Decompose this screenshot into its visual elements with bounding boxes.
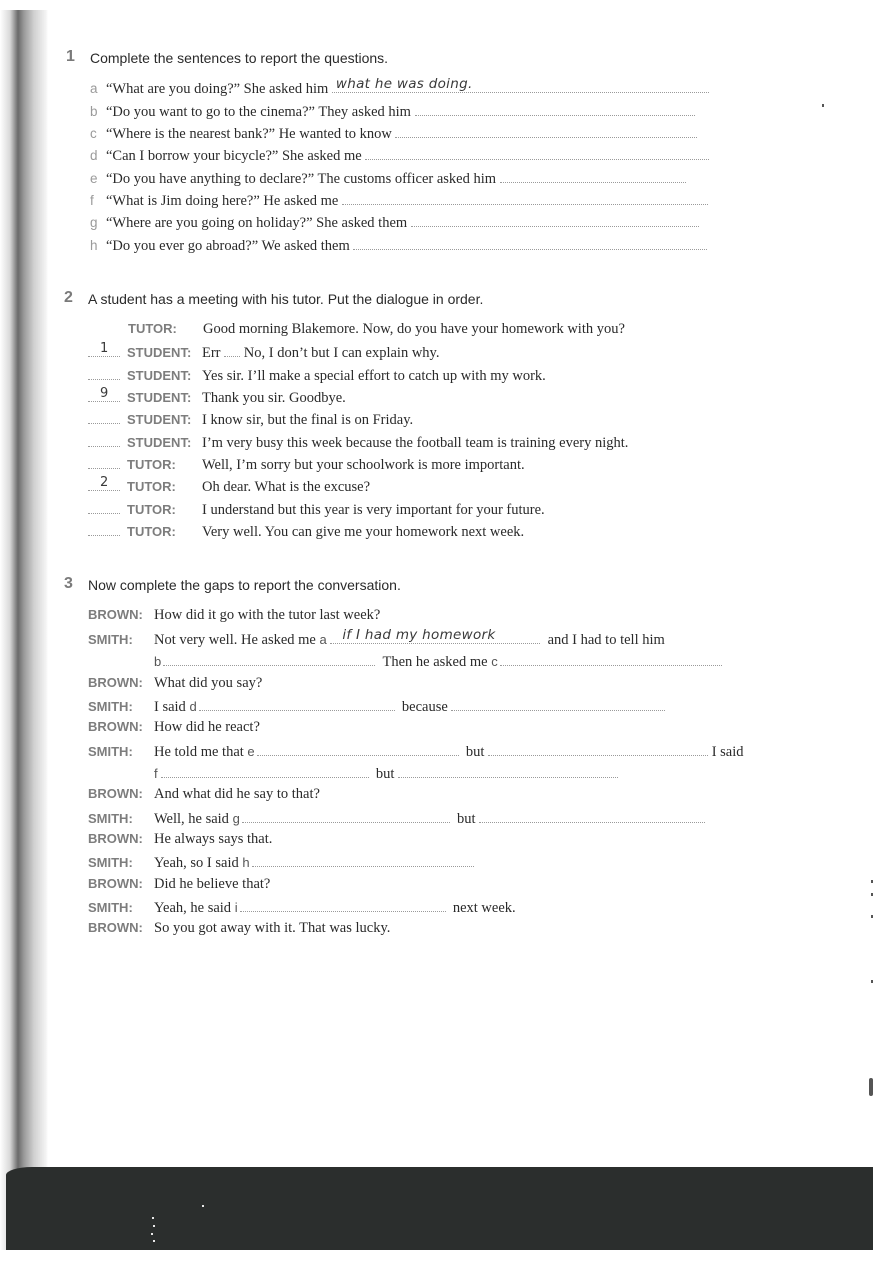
line-text: And what did he say to that? (154, 786, 320, 802)
line-text: Oh dear. What is the excuse? (202, 479, 371, 495)
speaker-label: SMITH: (88, 855, 133, 870)
gap-letter-h: h (242, 855, 250, 870)
scan-speck (871, 880, 873, 883)
gap-field-d[interactable] (199, 697, 395, 711)
scan-speck (871, 980, 873, 983)
dialogue-line-1 (128, 321, 625, 338)
item-prompt: “What are you doing?” She asked him (106, 81, 329, 97)
line-text: and I had to tell him (547, 632, 665, 648)
dialogue-line-8 (88, 477, 370, 496)
dialogue-line-6 (88, 433, 628, 452)
item-letter: a (90, 81, 98, 96)
conv-line-8 (88, 809, 705, 828)
handwritten-order: 1 (100, 341, 109, 356)
line-text: How did he react? (154, 719, 260, 735)
exercise-2-number: 2 (64, 289, 73, 306)
conv-line-6 (88, 742, 744, 761)
order-field[interactable] (88, 477, 120, 491)
ex1-item-b (90, 102, 695, 121)
item-prompt: “What is Jim doing here?” He asked me (106, 193, 339, 209)
gap-field-g2[interactable] (479, 809, 705, 823)
gap-field-g[interactable] (242, 809, 450, 823)
speaker-label: BROWN: (88, 920, 143, 935)
order-field[interactable] (88, 388, 120, 402)
line-text: but (465, 744, 485, 760)
speaker-label: TUTOR: (127, 502, 176, 517)
gap-field-h[interactable] (252, 853, 474, 867)
speaker-label: TUTOR: (127, 457, 176, 472)
speaker-label: STUDENT: (127, 412, 192, 427)
line-text: I’m very busy this week because the football team is training every night. (202, 435, 629, 451)
item-letter: d (90, 148, 98, 163)
conv-line-6-cont (154, 764, 618, 783)
speaker-label: STUDENT: (127, 435, 192, 450)
gap-letter-c: c (491, 654, 498, 669)
scan-speck (871, 893, 873, 896)
ex1-item-h (90, 236, 707, 255)
gap-field-b[interactable] (163, 652, 375, 666)
conv-line-4 (88, 697, 665, 716)
conv-line-2 (88, 627, 665, 649)
handwritten-order: 2 (100, 475, 109, 490)
line-text: Thank you sir. Goodbye. (202, 390, 346, 406)
gap-letter-g: g (232, 811, 240, 826)
item-prompt: “Where is the nearest bank?” He wanted to know (106, 126, 392, 142)
line-text: No, I don’t but I can explain why. (243, 345, 440, 361)
gap-field-a[interactable] (330, 627, 540, 644)
exercise-3-number: 3 (64, 575, 73, 592)
order-field[interactable] (88, 366, 120, 380)
scan-speck (153, 1225, 155, 1227)
ex1-item-e (90, 169, 686, 188)
answer-field-b[interactable] (415, 102, 695, 116)
line-text: How did it go with the tutor last week? (154, 607, 381, 623)
conv-line-10 (88, 853, 474, 872)
line-text: Very well. You can give me your homework next week. (202, 524, 525, 540)
gap-field-e[interactable] (257, 742, 459, 756)
order-field[interactable] (88, 455, 120, 469)
gap-letter-e: e (247, 744, 255, 759)
gap-field-d2[interactable] (451, 697, 665, 711)
exercise-1-title: Complete the sentences to report the questions. (90, 50, 389, 66)
order-field[interactable] (88, 410, 120, 424)
gap-field-c[interactable] (500, 652, 722, 666)
item-letter: g (90, 215, 98, 230)
line-text: I know sir, but the final is on Friday. (202, 412, 414, 428)
line-text: I understand but this year is very important for your future. (202, 502, 545, 518)
scan-speck (869, 1078, 873, 1096)
speaker-label: BROWN: (88, 786, 143, 801)
scan-speck (152, 1217, 154, 1219)
gap-field-f2[interactable] (398, 764, 618, 778)
item-letter: f (90, 193, 94, 208)
speaker-label: BROWN: (88, 831, 143, 846)
item-prompt: “Can I borrow your bicycle?” She asked me (106, 148, 362, 164)
conv-line-9 (88, 831, 272, 848)
line-text: but (457, 811, 476, 827)
speaker-label: BROWN: (88, 876, 143, 891)
dialogue-line-2 (88, 343, 439, 362)
exercise-2-title: A student has a meeting with his tutor. Put the dialogue in order. (88, 291, 484, 307)
speaker-label: TUTOR: (128, 321, 177, 336)
scan-speck (151, 1233, 153, 1235)
speaker-label: SMITH: (88, 811, 133, 826)
speaker-label: SMITH: (88, 699, 133, 714)
line-text: He told me that (154, 744, 244, 760)
dialogue-line-9 (88, 500, 545, 519)
speaker-label: BROWN: (88, 607, 143, 622)
conv-line-5 (88, 719, 260, 736)
answer-field-f[interactable] (342, 191, 708, 205)
ex1-item-c (90, 124, 697, 143)
handwritten-order: 9 (100, 386, 109, 401)
speaker-label: BROWN: (88, 719, 143, 734)
speaker-label: STUDENT: (127, 368, 192, 383)
conv-line-2-cont (154, 652, 722, 671)
page-top-edge (0, 0, 48, 10)
ellipsis (224, 345, 240, 357)
ex1-item-d (90, 146, 709, 165)
dialogue-line-10 (88, 522, 524, 541)
line-text: Not very well. He asked me (154, 632, 316, 648)
line-text: because (401, 699, 448, 715)
answer-field-e[interactable] (500, 169, 686, 183)
line-text-prefix: Err (202, 345, 221, 361)
exercise-3-title: Now complete the gaps to report the conversation. (88, 577, 401, 593)
answer-field-g[interactable] (411, 213, 699, 227)
speaker-label: SMITH: (88, 744, 133, 759)
scan-speck (822, 104, 824, 107)
line-text: Did he believe that? (154, 876, 271, 892)
line-text: Well, he said (154, 811, 229, 827)
ex1-item-g (90, 213, 699, 232)
gap-field-e2[interactable] (488, 742, 708, 756)
answer-field-h[interactable] (353, 236, 707, 250)
gap-field-i[interactable] (240, 898, 446, 912)
dialogue-line-7 (88, 455, 525, 474)
answer-field-a[interactable] (332, 76, 709, 93)
speaker-label: TUTOR: (127, 479, 176, 494)
line-text: next week. (452, 900, 516, 916)
speaker-label: STUDENT: (127, 345, 192, 360)
answer-field-d[interactable] (365, 146, 709, 160)
scan-speck (202, 1205, 204, 1207)
gap-letter-a: a (319, 632, 327, 647)
item-prompt: “Do you want to go to the cinema?” They asked him (106, 104, 411, 120)
ex1-item-f (90, 191, 708, 210)
line-text: but (375, 766, 395, 782)
handwritten-answer: if I had my homework (342, 627, 496, 643)
item-letter: b (90, 104, 98, 119)
page-bottom-margin (0, 1250, 893, 1264)
line-text: He always says that. (154, 831, 273, 847)
speaker-label: TUTOR: (127, 524, 176, 539)
item-prompt: “Do you ever go abroad?” We asked them (106, 238, 350, 254)
handwritten-answer: what he was doing. (335, 76, 473, 92)
speaker-label: SMITH: (88, 632, 133, 647)
line-text: What did you say? (154, 675, 263, 691)
conv-line-13 (88, 920, 390, 937)
speaker-label: BROWN: (88, 675, 143, 690)
dialogue-line-3 (88, 366, 546, 385)
line-text: Good morning Blakemore. Now, do you have your homework with you? (203, 321, 625, 337)
conv-line-12 (88, 898, 516, 917)
line-text: Then he asked me (382, 654, 488, 670)
item-letter: e (90, 171, 98, 186)
item-letter: h (90, 238, 98, 253)
line-text: Yes sir. I’ll make a special effort to catch up with my work. (202, 368, 546, 384)
exercise-1-number: 1 (66, 48, 75, 65)
line-text: Well, I’m sorry but your schoolwork is more important. (202, 457, 525, 473)
gap-letter-i: i (234, 900, 238, 915)
speaker-label: SMITH: (88, 900, 133, 915)
line-text: Yeah, he said (154, 900, 232, 916)
book-spine-shadow (0, 0, 48, 1264)
conv-line-7 (88, 786, 320, 803)
conv-line-1 (88, 607, 380, 624)
answer-field-c[interactable] (395, 124, 697, 138)
scan-speck (871, 915, 873, 918)
gap-field-f[interactable] (161, 764, 369, 778)
scanner-shadow-band (6, 1167, 873, 1250)
line-text: Yeah, so I said (154, 855, 239, 871)
order-field[interactable] (88, 433, 120, 447)
order-field[interactable] (88, 343, 120, 357)
gap-letter-f: f (154, 766, 158, 781)
gap-letter-b: b (154, 654, 162, 669)
conv-line-3 (88, 675, 262, 692)
order-field[interactable] (88, 500, 120, 514)
item-letter: c (90, 126, 97, 141)
ex1-item-a (90, 76, 709, 98)
item-prompt: “Where are you going on holiday?” She asked them (106, 215, 408, 231)
item-prompt: “Do you have anything to declare?” The customs officer asked him (106, 171, 497, 187)
line-text: I said (711, 744, 744, 760)
dialogue-line-5 (88, 410, 413, 429)
conv-line-11 (88, 876, 270, 893)
scan-speck (153, 1240, 155, 1242)
order-field[interactable] (88, 522, 120, 536)
dialogue-line-4 (88, 388, 346, 407)
line-text: I said (154, 699, 186, 715)
gap-letter-d: d (189, 699, 197, 714)
speaker-label: STUDENT: (127, 390, 192, 405)
line-text: So you got away with it. That was lucky. (154, 920, 391, 936)
